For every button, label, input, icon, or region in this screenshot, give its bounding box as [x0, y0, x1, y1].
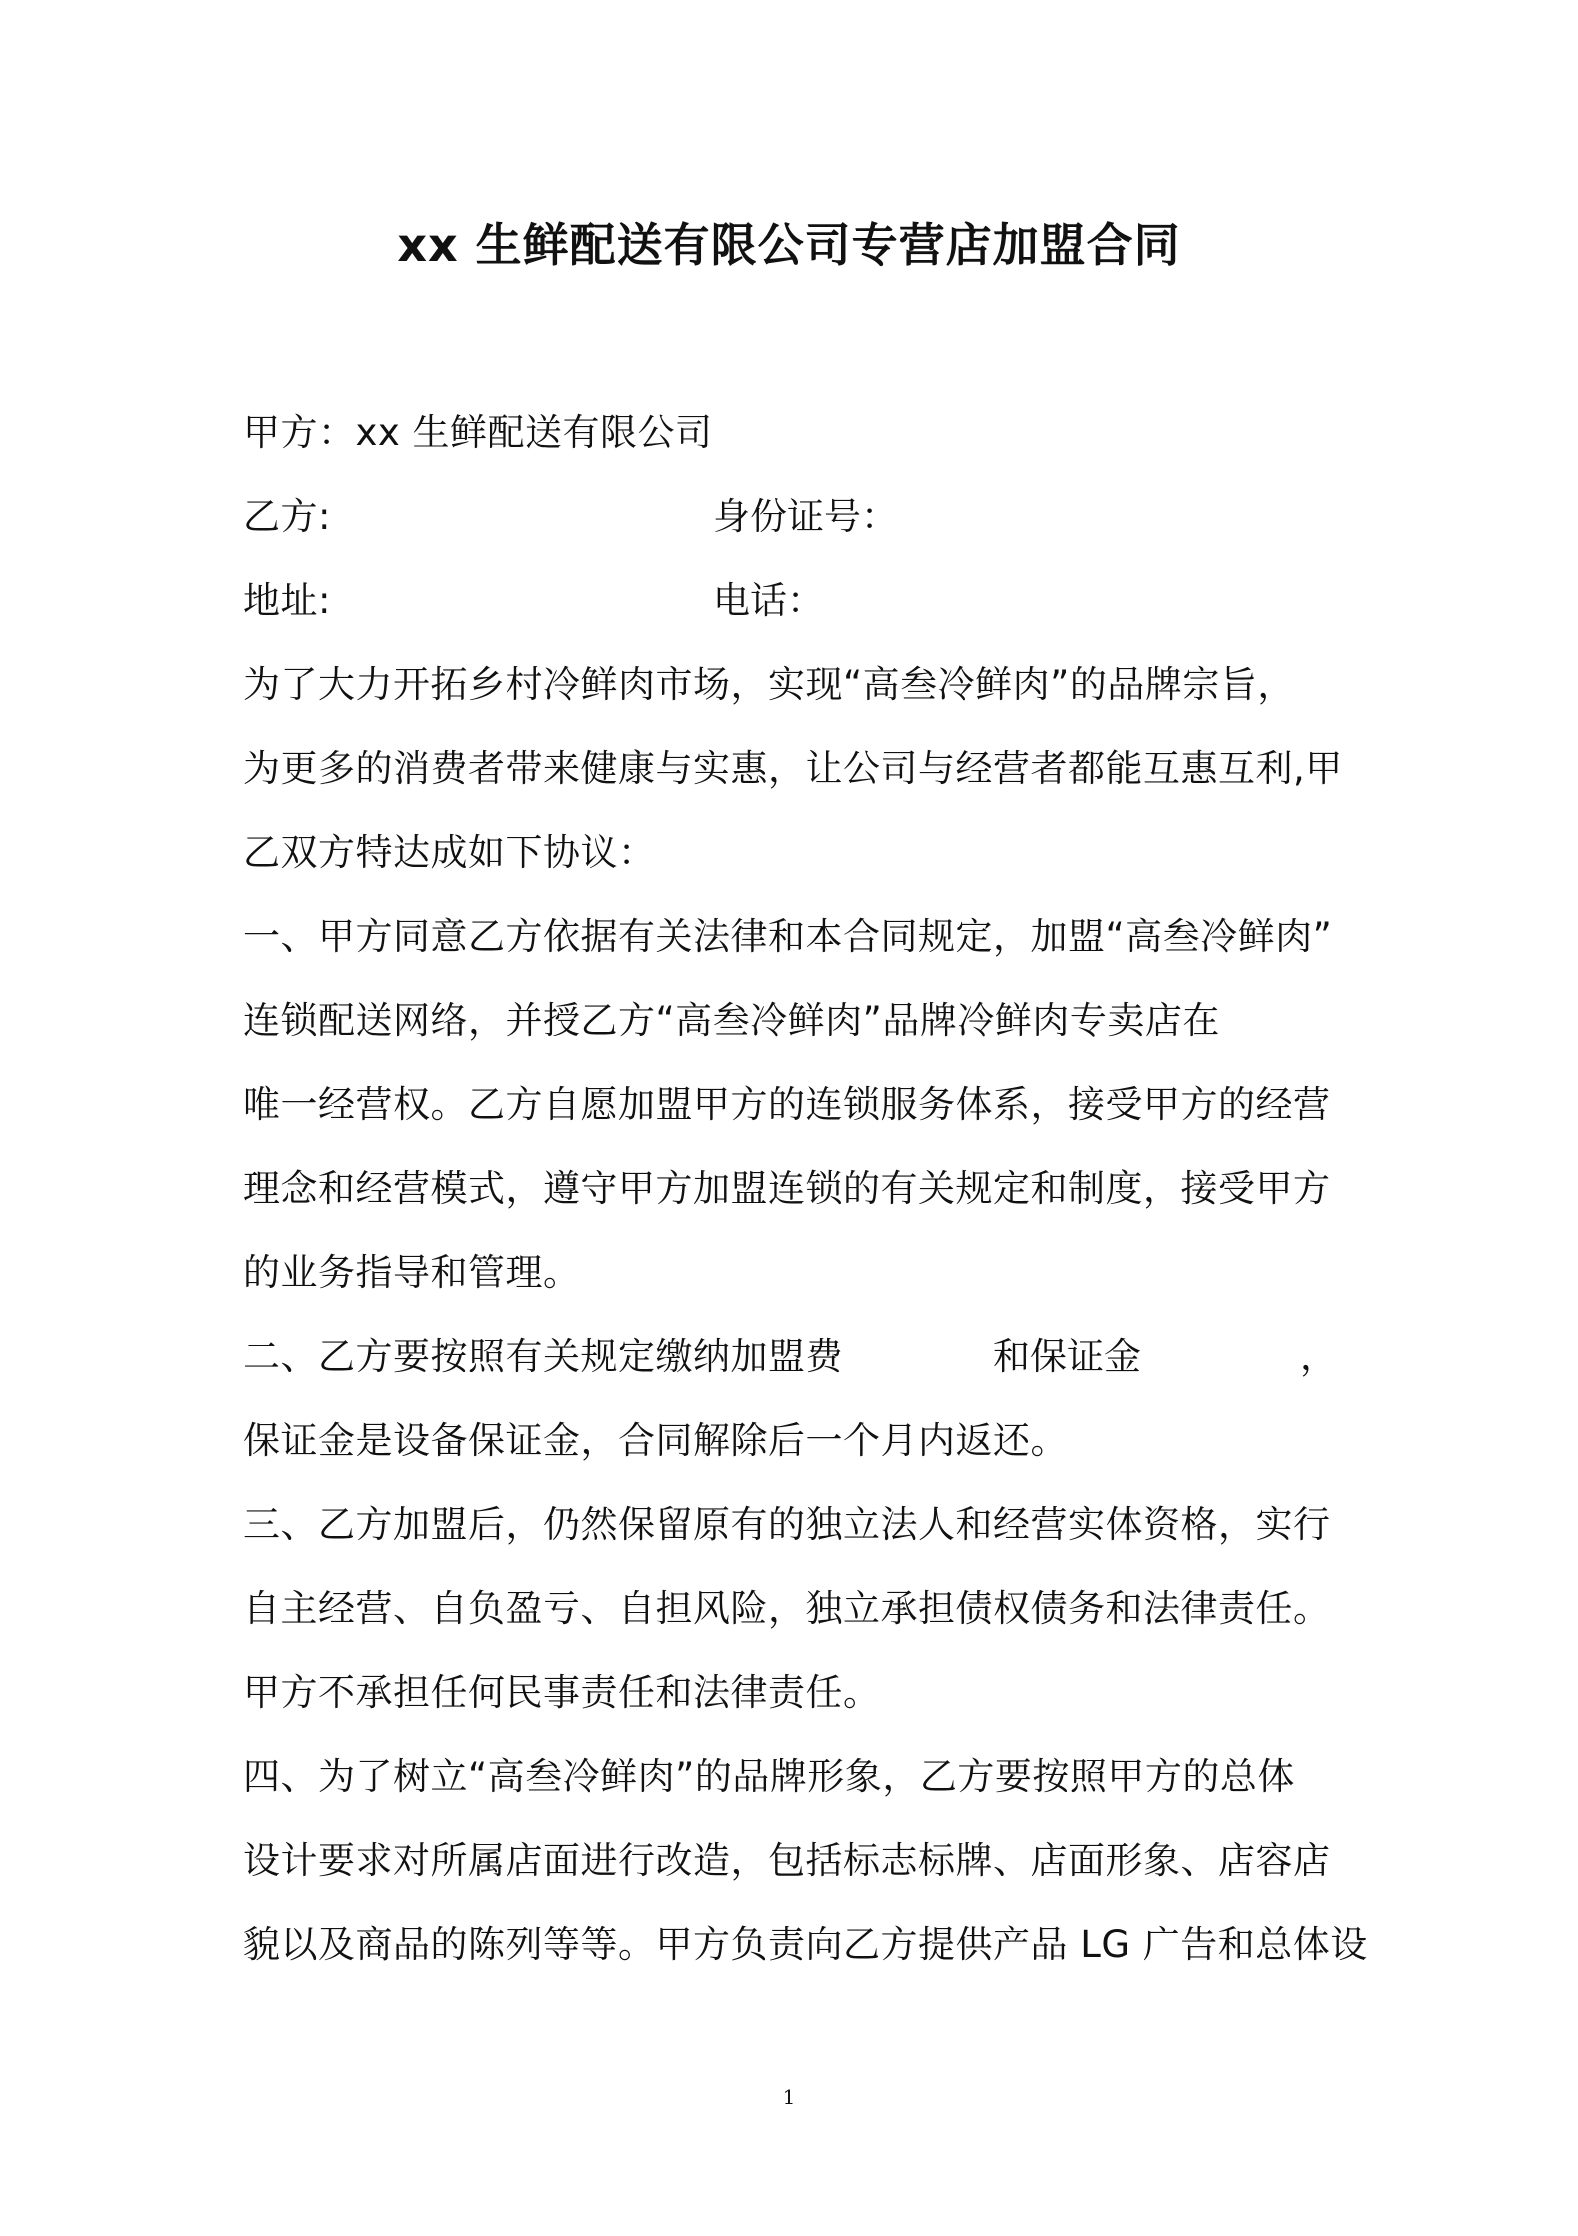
clause-4-line: 四、为了树立“高叁冷鲜肉”的品牌形象，乙方要按照甲方的总体 — [243, 1755, 1295, 1798]
clause-3-line: 三、乙方加盟后，仍然保留原有的独立法人和经营实体资格，实行 — [243, 1503, 1331, 1546]
clause-3-line: 自主经营、自负盈亏、自担风险，独立承担债权债务和法律责任。 — [243, 1587, 1331, 1630]
clause-3-line: 甲方不承担任何民事责任和法律责任。 — [243, 1671, 881, 1714]
party-a-line: 甲方：xx 生鲜配送有限公司 — [243, 411, 713, 454]
intro-paragraph-line: 为了大力开拓乡村冷鲜肉市场，实现“高叁冷鲜肉”的品牌宗旨， — [243, 663, 1295, 706]
clause-1-line: 一、甲方同意乙方依据有关法律和本合同规定，加盟“高叁冷鲜肉” — [243, 915, 1333, 958]
clause-1-line: 唯一经营权。乙方自愿加盟甲方的连锁服务体系，接受甲方的经营 — [243, 1083, 1331, 1126]
clause-2-trailing-comma: ， — [1300, 1335, 1337, 1378]
party-b-label: 乙方: — [243, 495, 331, 538]
clause-4-line: 貌以及商品的陈列等等。甲方负责向乙方提供产品 LG 广告和总体设 — [243, 1923, 1368, 1966]
id-number-label: 身份证号： — [713, 495, 898, 538]
document-title: xx 生鲜配送有限公司专营店加盟合同 — [397, 218, 1181, 272]
page-number: 1 — [782, 2085, 796, 2109]
clause-1-line: 的业务指导和管理。 — [243, 1251, 581, 1294]
clause-4-line: 设计要求对所属店面进行改造，包括标志标牌、店面形象、店容店 — [243, 1839, 1331, 1882]
clause-2-fee-text: 二、乙方要按照有关规定缴纳加盟费 — [243, 1335, 843, 1378]
intro-paragraph-line: 为更多的消费者带来健康与实惠，让公司与经营者都能互惠互利,甲 — [243, 747, 1343, 790]
address-label: 地址: — [243, 579, 331, 622]
clause-2-line: 保证金是设备保证金，合同解除后一个月内返还。 — [243, 1419, 1068, 1462]
clause-1-line: 理念和经营模式，遵守甲方加盟连锁的有关规定和制度，接受甲方 — [243, 1167, 1331, 1210]
clause-1-line: 连锁配送网络，并授乙方“高叁冷鲜肉”品牌冷鲜肉专卖店在 — [243, 999, 1220, 1042]
clause-2-deposit-text: 和保证金 — [993, 1335, 1141, 1378]
phone-label: 电话： — [713, 579, 824, 622]
intro-paragraph-line: 乙双方特达成如下协议： — [243, 831, 656, 874]
